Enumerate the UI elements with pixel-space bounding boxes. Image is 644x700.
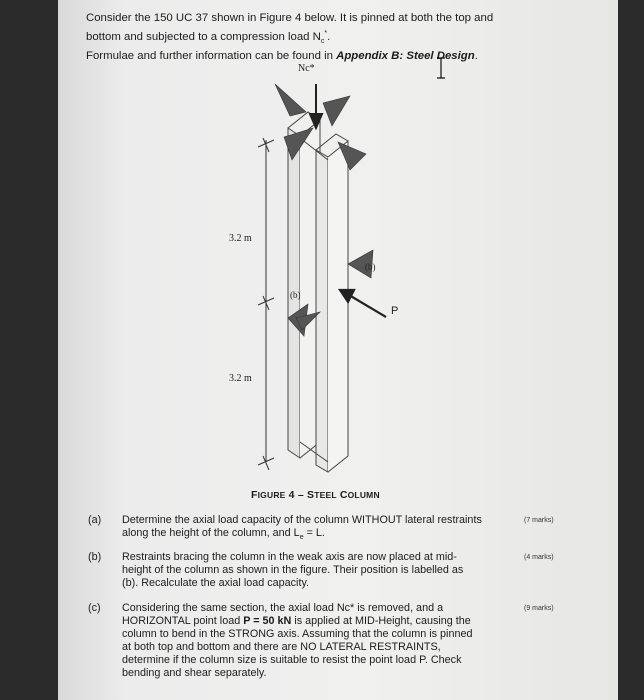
question-b: (b) Restraints bracing the column in the weak axis are now placed at mid-height of the column as shown in the figure. Their position is labelled as (b). Recalculate the axial load capacity. (4 marks): [88, 551, 554, 589]
upper-dimension-label: 3.2 m: [229, 233, 252, 244]
document-page: [58, 0, 618, 700]
appendix-reference: Appendix B: Steel Design: [336, 50, 475, 63]
figure-caption: FIGURE 4 – STEEL COLUMN: [251, 489, 380, 501]
intro-line-1: Consider the 150 UC 37 shown in Figure 4 below. It is pinned at both the top and: [86, 12, 494, 24]
question-a: (a) Determine the axial load capacity of the column WITHOUT lateral restraints along the height of the column, and $L_e = L$. (7 marks): [88, 514, 554, 542]
intro-line-3: Formulae and further information can be found in Appendix B: Steel Design.: [86, 50, 478, 63]
text-cursor-icon: [435, 57, 447, 79]
marks-badge: (9 marks): [524, 605, 554, 612]
restraint-label-left: (b): [290, 290, 301, 300]
dimension-line: [258, 138, 274, 470]
load-label: Nc*: [298, 63, 315, 74]
lower-dimension-label: 3.2 m: [229, 373, 252, 384]
steel-column-figure: [58, 0, 618, 490]
marks-badge: (7 marks): [524, 517, 554, 524]
marks-badge: (4 marks): [524, 554, 554, 561]
intro-line-2: bottom and subjected to a compression load $N_c^*$.: [86, 30, 331, 46]
restraint-label-right: (b): [365, 262, 376, 272]
point-load-label: P: [391, 305, 399, 317]
question-c: (c) Considering the same section, the axial load Nc* is removed, and a HORIZONTAL point load P = 50 kN is applied at MID-Height, causing the column to bend in the STRONG axis. Assuming that the column is pinned at both top and bottom and there are NO LATERAL RESTRAINTS, determine if the column size is suitable to resist the point load P. Check bending and shear separately. (9 marks): [88, 602, 554, 679]
